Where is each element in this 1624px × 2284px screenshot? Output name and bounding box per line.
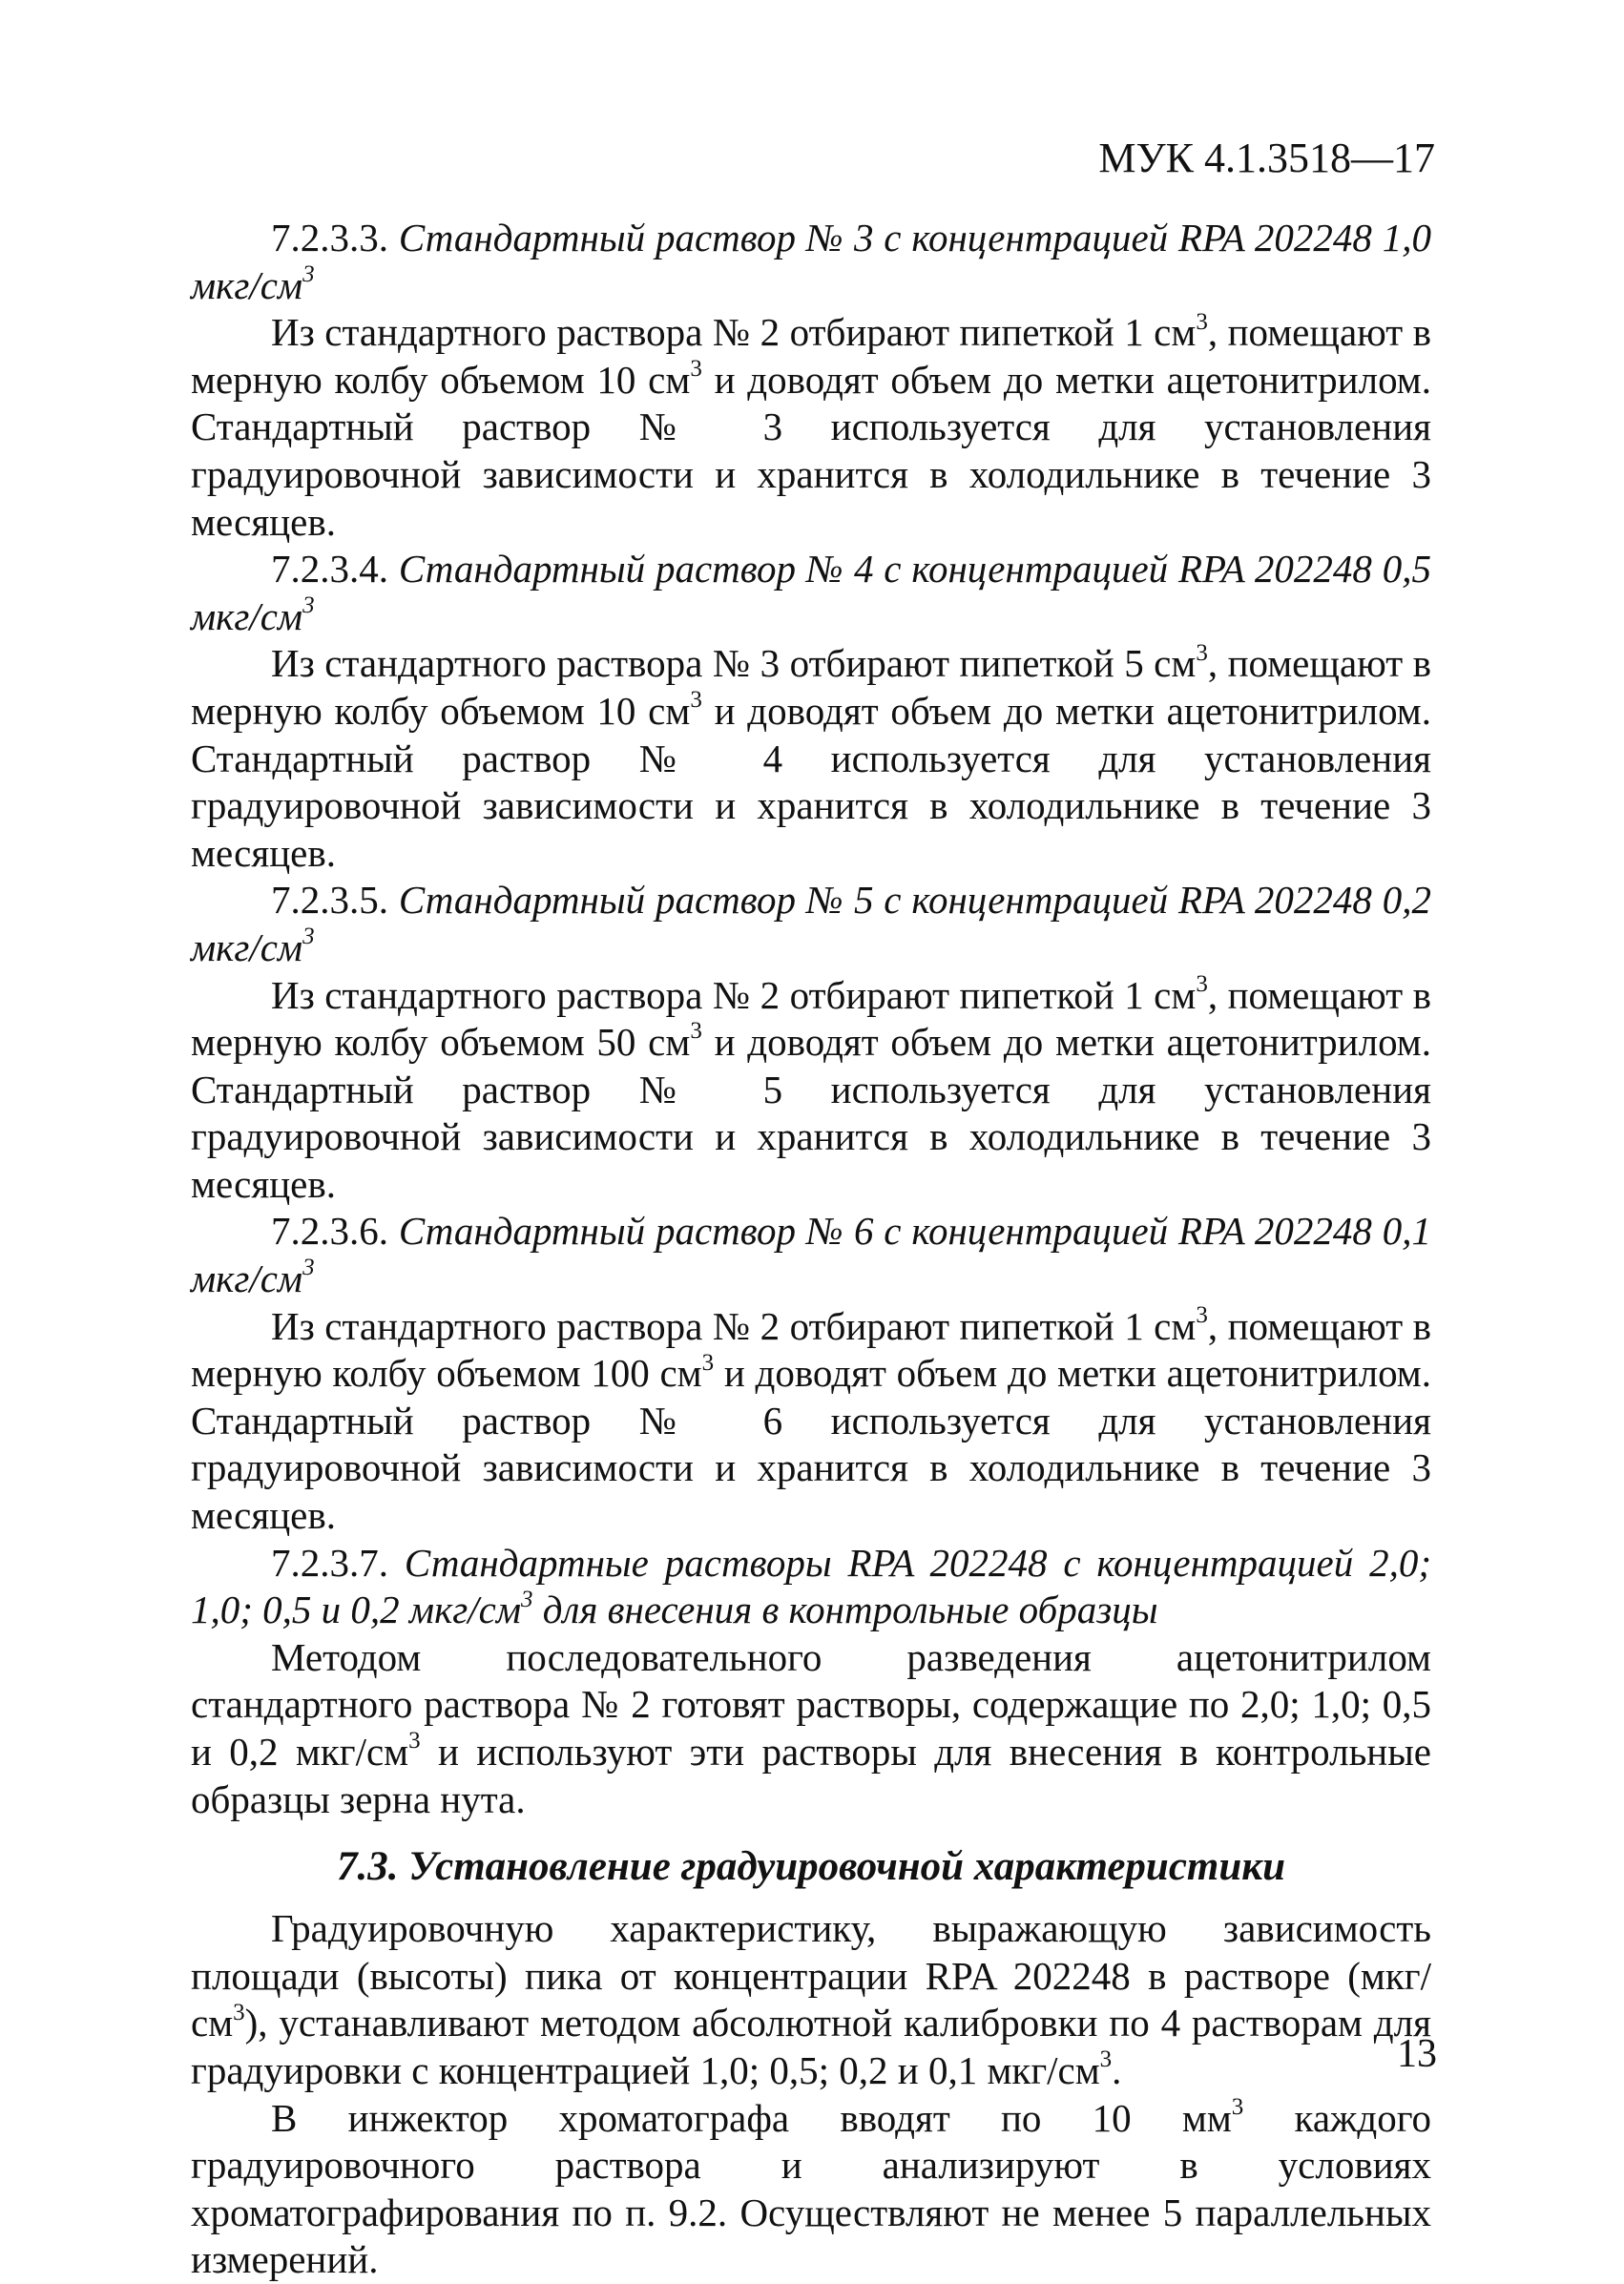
paragraph-text: , помещают в мерную колбу объемом 50 см bbox=[191, 972, 1431, 1065]
calibration-paragraph bbox=[191, 1905, 1431, 2094]
section-number: 7.2.3.5. bbox=[271, 878, 388, 923]
superscript: 3 bbox=[302, 924, 315, 950]
section-7-2-3-4 bbox=[191, 546, 1431, 877]
section-heading bbox=[191, 1208, 1431, 1302]
section-number: 7.2.3.6. bbox=[271, 1209, 388, 1254]
paragraph-text: каждого градуировочного раствора и анализируют в условиях хроматографирования по п. 9.2. Осуществляют не менее 5 параллельных измерений. bbox=[191, 2095, 1431, 2282]
section-paragraph bbox=[191, 1303, 1431, 1540]
section-7-2-3-5 bbox=[191, 877, 1431, 1208]
superscript: 3 bbox=[408, 1728, 421, 1755]
paragraph-text: В инжектор хроматографа вводят по 10 мм bbox=[271, 2095, 1232, 2140]
section-paragraph bbox=[191, 972, 1431, 1209]
section-title-text: Стандартные растворы RPA 202248 с концентрацией 2,0; 1,0; 0,5 и 0,2 мкг/см bbox=[191, 1540, 1432, 1632]
document-body bbox=[191, 215, 1431, 2284]
paragraph-text: и доводят объем до метки ацетонитрилом. Стандартный раствор № 4 используется для установления градуировочной зависимости и хранится в холодильнике в течение 3 месяцев. bbox=[191, 688, 1431, 875]
section-7-2-3-6 bbox=[191, 1208, 1431, 1539]
paragraph-text: и используют эти растворы для внесения в контрольные образцы зерна нута. bbox=[191, 1730, 1431, 1821]
paragraph-text: Градуировочную характеристику, выражающую зависимость площади (высоты) пика от концентрации RPA 202248 в растворе (мкг/см bbox=[191, 1906, 1431, 2045]
superscript: 3 bbox=[302, 260, 315, 287]
heading-7-3: 7.3. Установление градуировочной характеристики bbox=[336, 1844, 1286, 1890]
superscript: 3 bbox=[1196, 970, 1208, 997]
document-code: МУК 4.1.3518—17 bbox=[1098, 135, 1435, 181]
section-paragraph bbox=[191, 640, 1431, 877]
superscript: 3 bbox=[1196, 639, 1208, 666]
paragraph-text: . bbox=[1112, 2047, 1122, 2092]
paragraph-text: и доводят объем до метки ацетонитрилом. Стандартный раствор № 6 используется для установления градуировочной зависимости и хранится в холодильнике в течение 3 месяцев. bbox=[191, 1351, 1431, 1538]
section-heading bbox=[191, 546, 1431, 640]
section-paragraph bbox=[191, 1634, 1431, 1823]
superscript: 3 bbox=[690, 687, 702, 714]
section-heading bbox=[191, 877, 1431, 971]
paragraph-text: ), устанавливают методом абсолютной калибровки по 4 растворам для градуировки с концентрацией 1,0; 0,5; 0,2 и 0,1 мкг/см bbox=[191, 2001, 1431, 2092]
paragraph-text: Из стандартного раствора № 2 отбирают пипеткой 1 см bbox=[271, 1303, 1197, 1348]
superscript: 3 bbox=[1231, 2093, 1244, 2120]
section-number: 7.2.3.3. bbox=[271, 216, 388, 260]
superscript: 3 bbox=[690, 1018, 702, 1045]
paragraph-text: Методом последовательного разведения ацетонитрилом стандартного раствора № 2 готовят растворы, содержащие по 2,0; 1,0; 0,5 и 0,2 мкг/см bbox=[191, 1634, 1431, 1774]
superscript: 3 bbox=[690, 356, 702, 383]
superscript: 3 bbox=[302, 1255, 315, 1281]
superscript: 3 bbox=[701, 1349, 715, 1376]
paragraph-text: , помещают в мерную колбу объемом 10 см bbox=[191, 310, 1431, 402]
section-title-text: Стандартный раствор № 6 с концентрацией RPA 202248 0,1 мкг/см bbox=[191, 1209, 1432, 1301]
section-number: 7.2.3.4. bbox=[271, 547, 388, 592]
injection-paragraph bbox=[191, 2095, 1431, 2284]
page-number: 13 bbox=[1397, 2032, 1437, 2076]
superscript: 3 bbox=[233, 1999, 245, 2025]
paragraph-text: , помещают в мерную колбу объемом 10 см bbox=[191, 641, 1431, 733]
paragraph-text: Из стандартного раствора № 2 отбирают пипеткой 1 см bbox=[271, 310, 1197, 355]
section-heading bbox=[191, 1540, 1431, 1634]
superscript: 3 bbox=[1196, 308, 1208, 335]
section-title-text: для внесения в контрольные образцы bbox=[532, 1588, 1158, 1632]
section-7-2-3-7 bbox=[191, 1540, 1431, 1824]
section-title-text: Стандартный раствор № 3 с концентрацией RPA 202248 1,0 мкг/см bbox=[191, 216, 1432, 307]
section-number: 7.2.3.7. bbox=[271, 1540, 388, 1585]
paragraph-text: и доводят объем до метки ацетонитрилом. Стандартный раствор № 5 используется для установления градуировочной зависимости и хранится в холодильнике в течение 3 месяцев. bbox=[191, 1020, 1431, 1206]
superscript: 3 bbox=[1099, 2046, 1113, 2073]
paragraph-text: и доводят объем до метки ацетонитрилом. Стандартный раствор № 3 используется для установления градуировочной зависимости и хранится в холодильнике в течение 3 месяцев. bbox=[191, 357, 1431, 544]
section-title-text: Стандартный раствор № 5 с концентрацией RPA 202248 0,2 мкг/см bbox=[191, 878, 1432, 969]
paragraph-text: Из стандартного раствора № 2 отбирают пипеткой 1 см bbox=[271, 972, 1197, 1017]
superscript: 3 bbox=[302, 592, 315, 619]
section-7-2-3-3 bbox=[191, 215, 1431, 546]
section-paragraph bbox=[191, 309, 1431, 546]
superscript: 3 bbox=[1196, 1302, 1208, 1328]
superscript: 3 bbox=[521, 1586, 533, 1612]
paragraph-text: Из стандартного раствора № 3 отбирают пипеткой 5 см bbox=[271, 641, 1197, 686]
paragraph-text: , помещают в мерную колбу объемом 100 см bbox=[191, 1303, 1431, 1396]
section-heading bbox=[191, 215, 1431, 309]
section-title-text: Стандартный раствор № 4 с концентрацией RPA 202248 0,5 мкг/см bbox=[191, 547, 1432, 638]
